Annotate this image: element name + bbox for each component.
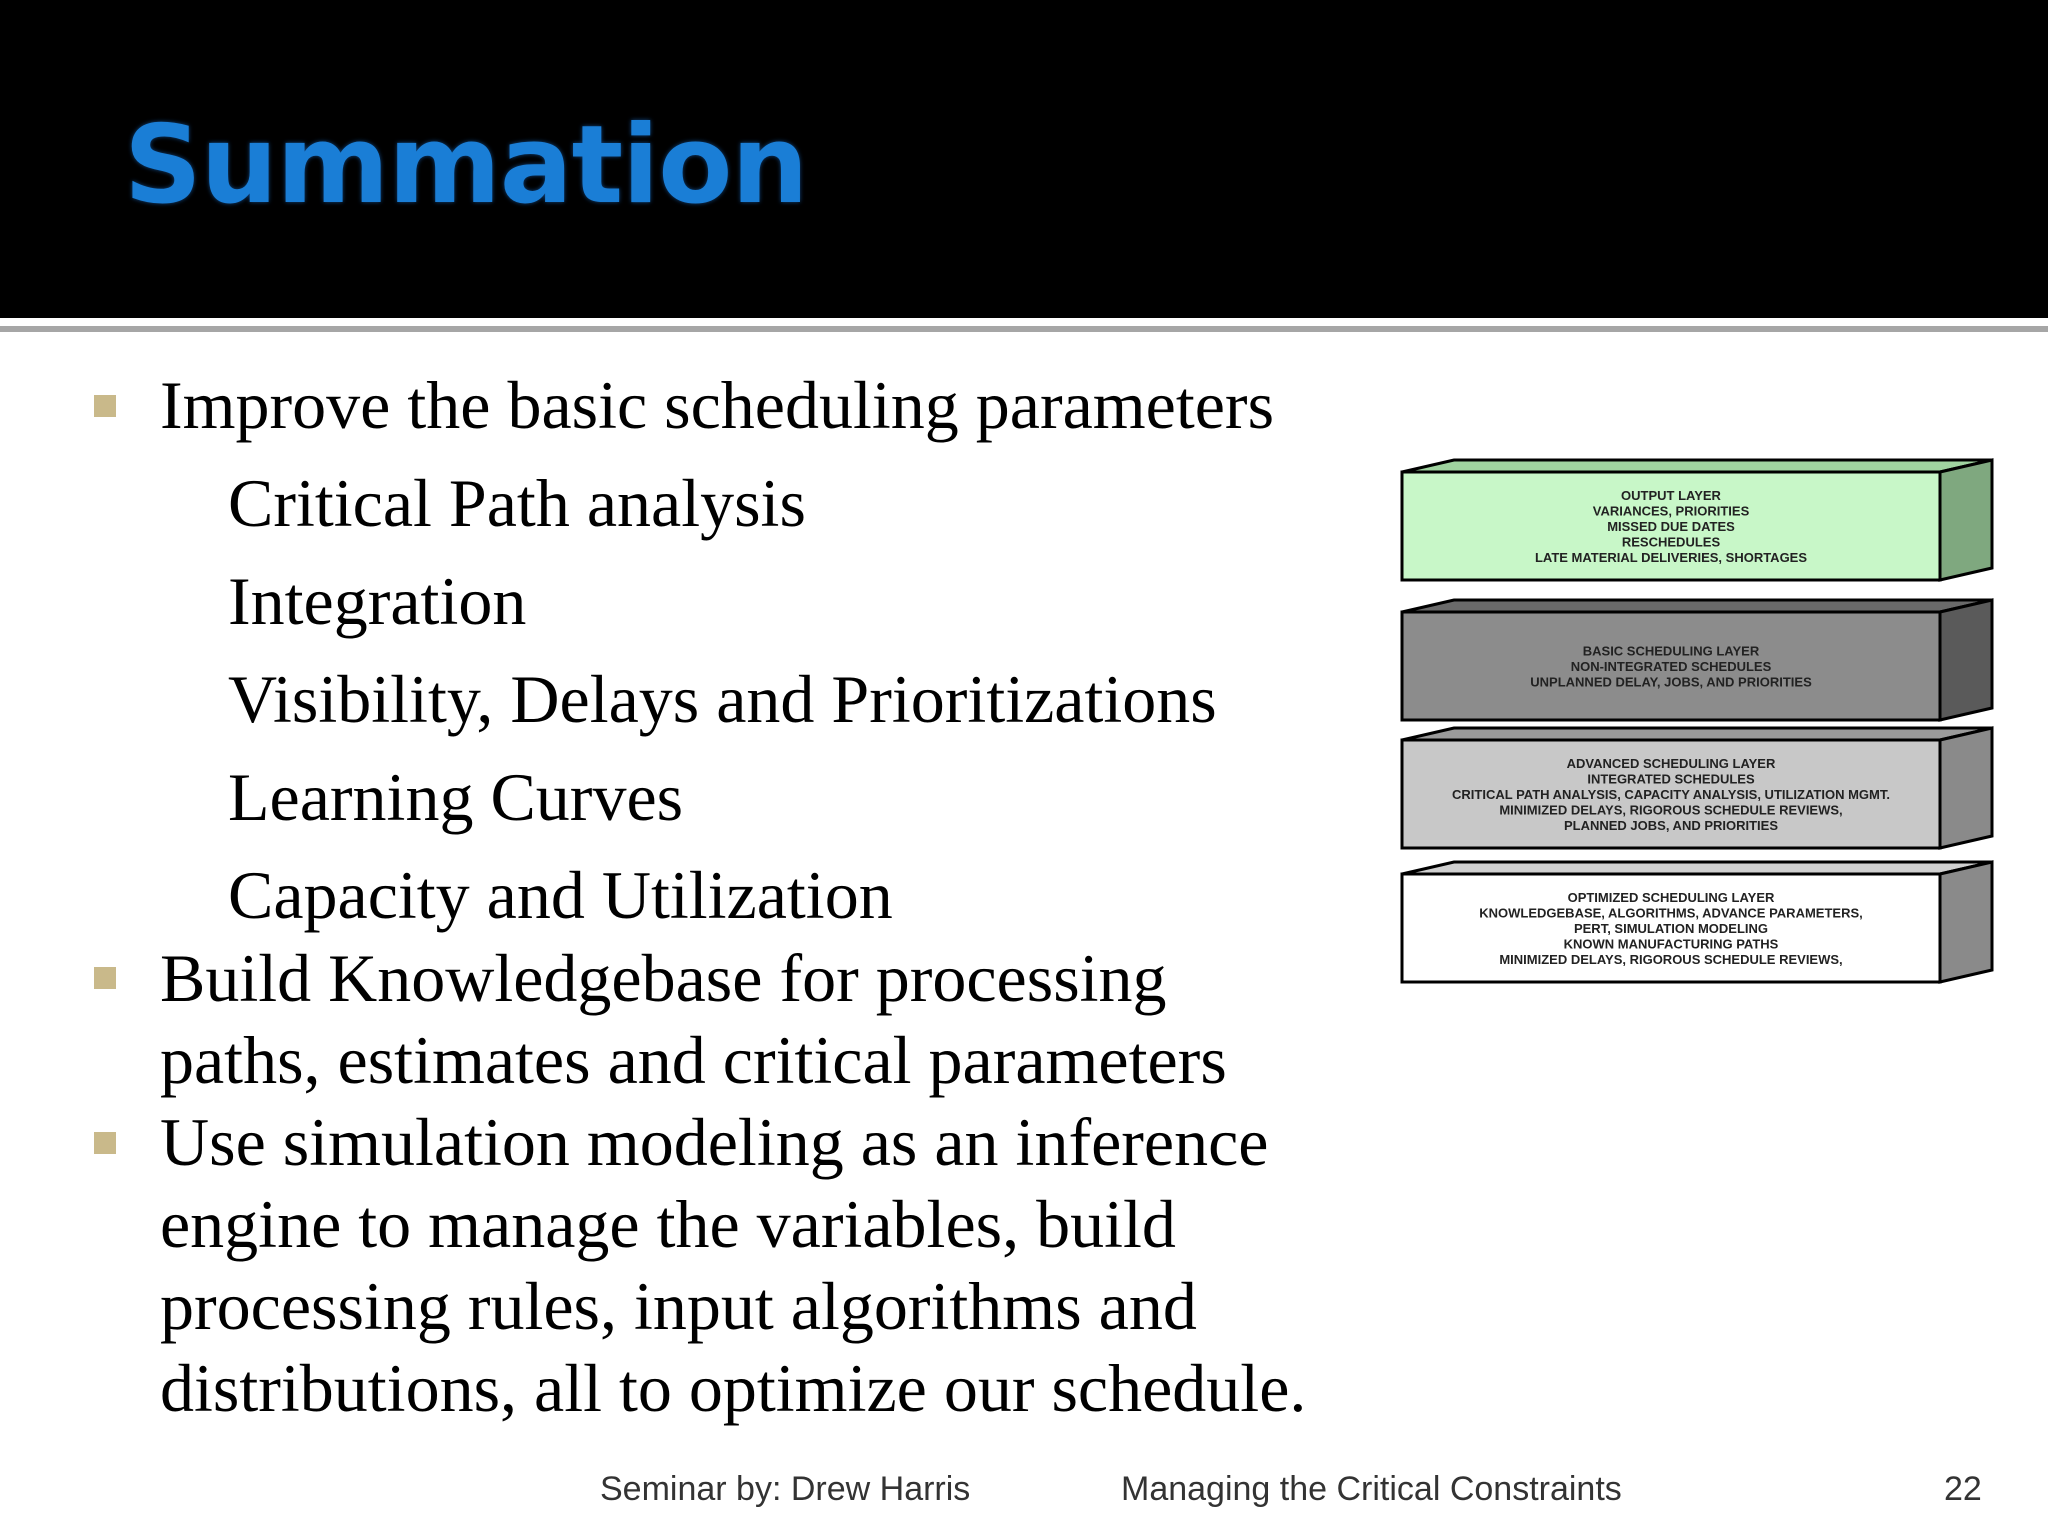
layer-top-face	[1402, 862, 1992, 874]
layer-top-face	[1402, 600, 1992, 612]
sub-item: Integration	[228, 563, 527, 639]
bullet-text-line: Use simulation modeling as an inference	[160, 1104, 1269, 1180]
layer-label-line: MISSED DUE DATES	[1607, 519, 1735, 534]
bullet-text-line: engine to manage the variables, build	[160, 1186, 1176, 1262]
layer-label-line: ADVANCED SCHEDULING LAYER	[1566, 756, 1776, 771]
sub-item: Critical Path analysis	[228, 465, 806, 541]
title-divider-gray	[0, 326, 2048, 332]
layer-label-line: KNOWN MANUFACTURING PATHS	[1563, 936, 1779, 952]
sub-item: Capacity and Utilization	[228, 857, 893, 933]
bullet-marker	[94, 1132, 116, 1154]
slide-title: Summation	[124, 103, 808, 228]
layer-label-line: UNPLANNED DELAY, JOBS, AND PRIORITIES	[1530, 674, 1812, 690]
sub-item: Visibility, Delays and Prioritizations	[228, 661, 1217, 737]
layer-label-line: NON-INTEGRATED SCHEDULES	[1570, 659, 1772, 674]
layer-side-face	[1940, 862, 1992, 982]
bullet-marker	[94, 395, 116, 417]
title-divider-white	[0, 318, 2048, 326]
layer-label-line: PERT, SIMULATION MODELING	[1573, 921, 1769, 936]
layer-label-line: OUTPUT LAYER	[1621, 488, 1721, 503]
bullet-text-line: paths, estimates and critical parameters	[160, 1022, 1227, 1098]
layer-label-line: MINIMIZED DELAYS, RIGOROUS SCHEDULE REVIEWS,	[1499, 952, 1843, 967]
layer-slab	[1402, 460, 1992, 580]
scheduling-layers-diagram	[1390, 450, 2010, 1010]
layer-side-face	[1940, 600, 1992, 720]
slide-number: 22	[1944, 1470, 1982, 1508]
layer-label-line: OPTIMIZED SCHEDULING LAYER	[1567, 890, 1775, 905]
bullet-text-line: Build Knowledgebase for processing	[160, 940, 1167, 1016]
layer-label-line: CRITICAL PATH ANALYSIS, CAPACITY ANALYSIS, UTILIZATION MGMT.	[1452, 787, 1890, 802]
sub-item: Learning Curves	[228, 759, 684, 835]
layer-label-line: PLANNED JOBS, AND PRIORITIES	[1563, 818, 1779, 833]
layer-slab	[1402, 728, 1992, 848]
footer-topic: Managing the Critical Constraints	[1121, 1470, 1622, 1508]
layer-label-line: BASIC SCHEDULING LAYER	[1582, 643, 1760, 659]
layer-slab	[1402, 600, 1992, 720]
layer-side-face	[1940, 460, 1992, 580]
bullet-text-line: distributions, all to optimize our schedule.	[160, 1350, 1307, 1426]
layer-top-face	[1402, 728, 1992, 740]
layer-label-line: INTEGRATED SCHEDULES	[1587, 771, 1755, 787]
bullet-text: Improve the basic scheduling parameters	[160, 367, 1275, 443]
bullet-marker	[94, 967, 116, 989]
layer-label-line: MINIMIZED DELAYS, RIGOROUS SCHEDULE REVIEWS,	[1499, 802, 1843, 818]
layer-label-line: LATE MATERIAL DELIVERIES, SHORTAGES	[1534, 550, 1808, 565]
layer-side-face	[1940, 728, 1992, 848]
layer-label-line: VARIANCES, PRIORITIES	[1592, 503, 1750, 519]
layer-label-line: RESCHEDULES	[1621, 534, 1721, 550]
layer-top-face	[1402, 460, 1992, 472]
layer-label-line: KNOWLEDGEBASE, ALGORITHMS, ADVANCE PARAMETERS,	[1479, 905, 1863, 921]
layer-slab	[1402, 862, 1992, 982]
bullet-text-line: processing rules, input algorithms and	[160, 1268, 1197, 1344]
footer-presenter: Seminar by: Drew Harris	[600, 1470, 971, 1508]
